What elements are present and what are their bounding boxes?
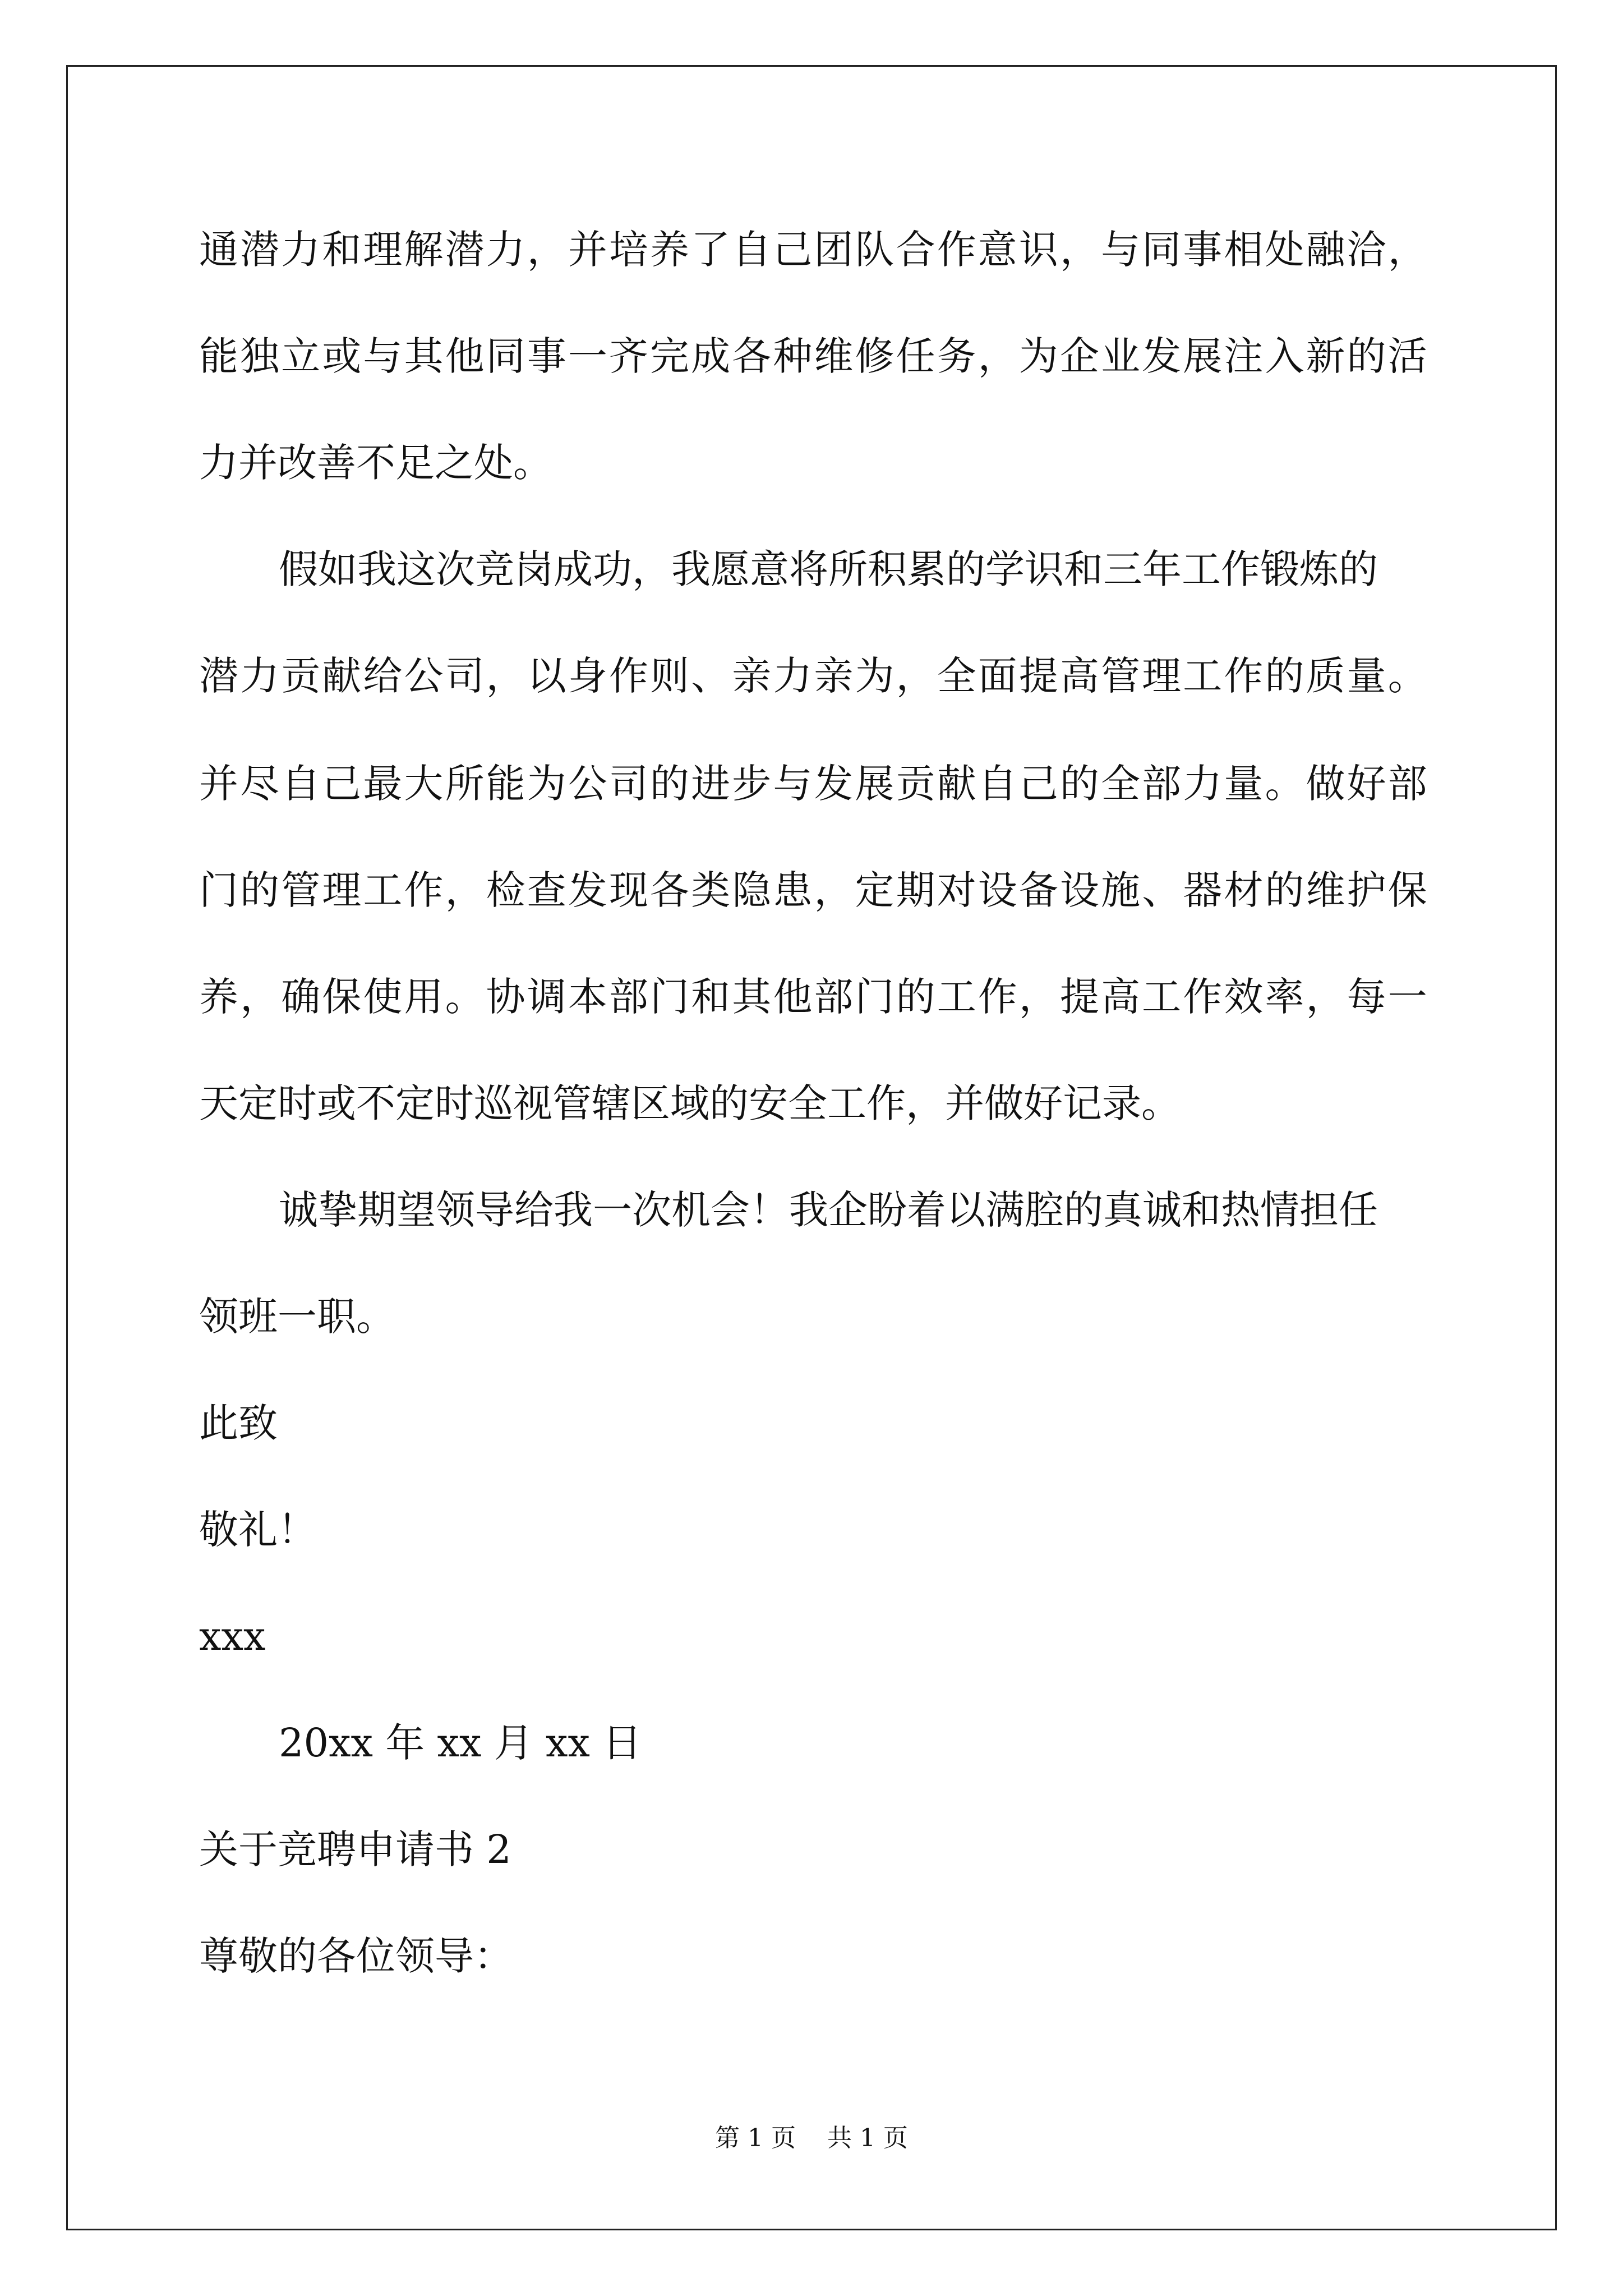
closing-regards: 敬礼！ [199,1507,317,1553]
paragraph-3-line-2: 领班一职。 [199,1294,395,1340]
page-footer [0,2126,1623,2151]
paragraph-2-line-6: 天定时或不定时巡视管辖区域的安全工作，并做好记录。 [199,1080,1181,1126]
signature: xxx [199,1613,266,1659]
paragraph-1-line-2: 能 独 立 或 与 其 他 同 事 一 齐 完 成 各 种 维 修 任 务 ， 为 企 业 发 展 注 入 新 的 活 [199,333,1427,379]
next-document-title: 关于竞聘申请书 2 [199,1826,511,1872]
paragraph-1-line-1: 通 潜 力 和 理 解 潜 力 ， 并 培 养 了 自 己 团 队 合 作 意 识 ， 与 同 事 相 处 融 洽 ， [199,227,1427,273]
paragraph-3-line-1: 诚挚期望领导给我一次机会！我企盼着以满腔的真诚和热情担任 [279,1187,1378,1233]
page-number: 第 1 页 [715,2124,796,2152]
page-border [66,65,1557,2230]
date: 20xx 年 xx 月 xx 日 [279,1720,642,1766]
paragraph-2-line-4: 门 的 管 理 工 作 ， 检 查 发 现 各 类 隐 患 ， 定 期 对 设 备 设 施 、 器 材 的 维 护 保 [199,867,1427,913]
next-document-salutation: 尊敬的各位领导： [199,1933,513,1979]
paragraph-2-line-3: 并 尽 自 己 最 大 所 能 为 公 司 的 进 步 与 发 展 贡 献 自 己 的 全 部 力 量 。 做 好 部 [199,761,1427,807]
closing-salutation: 此致 [199,1400,278,1446]
paragraph-1-line-3: 力并改善不足之处。 [199,440,552,486]
paragraph-2-line-1: 假如我这次竞岗成功，我愿意将所积累的学识和三年工作锻炼的 [279,546,1378,592]
page-total: 共 1 页 [827,2124,908,2152]
paragraph-2-line-2: 潜 力 贡 献 给 公 司 ， 以 身 作 则 、 亲 力 亲 为 ， 全 面 提 高 管 理 工 作 的 质 量 。 [199,653,1427,699]
paragraph-2-line-5: 养 ， 确 保 使 用 。 协 调 本 部 门 和 其 他 部 门 的 工 作 ， 提 高 工 作 效 率 ， 每 一 [199,974,1427,1020]
